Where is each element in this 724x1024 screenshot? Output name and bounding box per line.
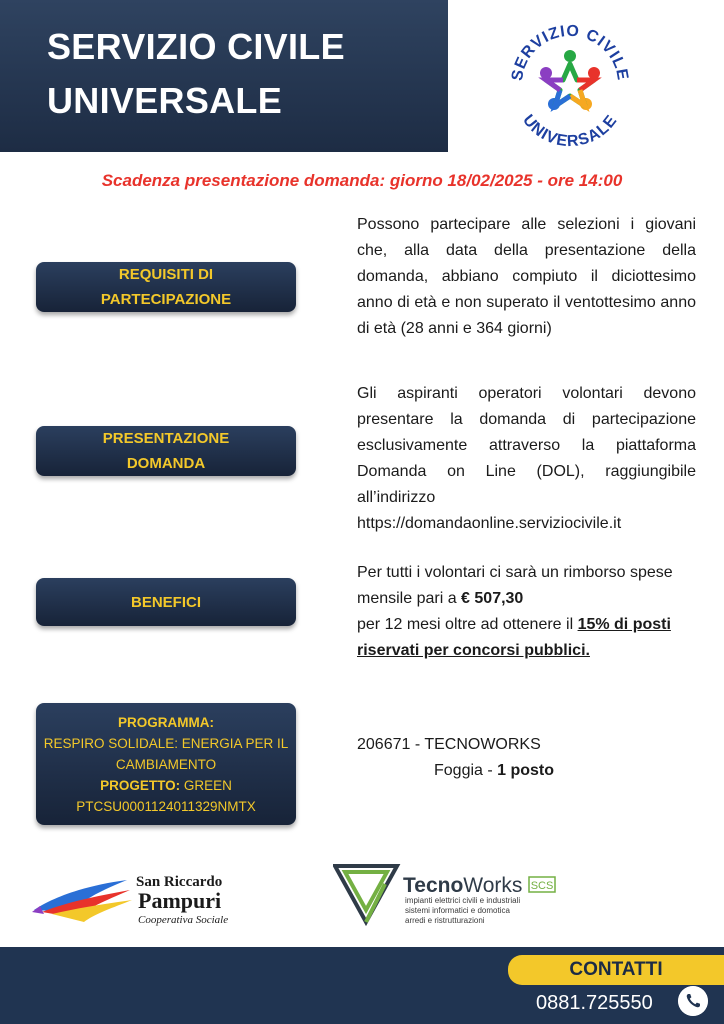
header-banner bbox=[0, 0, 448, 152]
phone-icon[interactable] bbox=[678, 986, 708, 1016]
servizio-civile-logo bbox=[500, 12, 640, 152]
rimborso-amount: € 507,30 bbox=[461, 590, 524, 607]
presentazione-badge: PRESENTAZIONE DOMANDA bbox=[36, 426, 296, 476]
requisiti-badge: REQUISITI DI PARTECIPAZIONE bbox=[36, 262, 296, 312]
svg-text:impianti elettrici civili e in: impianti elettrici civili e industriali bbox=[405, 896, 521, 905]
svg-text:SCS: SCS bbox=[530, 880, 554, 892]
presentazione-text: Gli aspiranti operatori volontari devono presentare la domanda di partecipazione esclusivamente attraverso la piattaforma Domanda on Line (DOL), raggiungibile all’indirizzo https://domandaonline.serviziocivile.it bbox=[357, 385, 696, 532]
san-riccardo-line1: San Riccardo bbox=[136, 874, 223, 890]
benefici-badge: BENEFICI bbox=[36, 578, 296, 626]
page-title: SERVIZIO CIVILE UNIVERSALE bbox=[47, 26, 345, 121]
svg-text:TecnoWorks: TecnoWorks bbox=[403, 874, 523, 897]
svg-text:arredi e ristrutturazioni: arredi e ristrutturazioni bbox=[405, 916, 485, 925]
tecnoworks-logo bbox=[333, 862, 573, 926]
requisiti-text: Possono partecipare alle selezioni i giovani che, alla data della presentazione della domanda, abbiano compiuto il diciottesimo anno di età e non superato il ventottesimo anno di età (28 anni e 364 giorni) bbox=[357, 216, 696, 337]
san-riccardo-line2: Pampuri bbox=[138, 888, 222, 913]
programma-badge: PROGRAMMA: RESPIRO SOLIDALE: ENERGIA PER IL CAMBIAMENTO PROGETTO: GREEN PTCSU0001124011329NMTX bbox=[36, 703, 296, 825]
deadline-notice: Scadenza presentazione domanda: giorno 18/02/2025 - ore 14:00 bbox=[101, 171, 623, 190]
benefici-text: Per tutti i volontari ci sarà un rimborso spese mensile pari a € 507,30 per 12 mesi oltre ad ottenere il 15% di posti riservati per concorsi pubblici. bbox=[357, 564, 673, 659]
svg-text:SERVIZIO CIVILE: SERVIZIO CIVILE bbox=[508, 22, 632, 83]
sede-text: 206671 - TECNOWORKS Foggia - 1 posto bbox=[357, 736, 555, 779]
phone-number[interactable]: 0881.725550 bbox=[536, 992, 653, 1014]
san-riccardo-line3: Cooperativa Sociale bbox=[138, 914, 229, 926]
contatti-label: CONTATTI bbox=[508, 955, 724, 985]
svg-text:sistemi informatici e domotica: sistemi informatici e domotica bbox=[405, 906, 510, 915]
posti-riservati-highlight: 15% di posti riservati per concorsi pubblici. bbox=[357, 616, 671, 659]
san-riccardo-pampuri-logo bbox=[32, 868, 242, 934]
svg-text:UNIVERSALE: UNIVERSALE bbox=[519, 111, 621, 151]
